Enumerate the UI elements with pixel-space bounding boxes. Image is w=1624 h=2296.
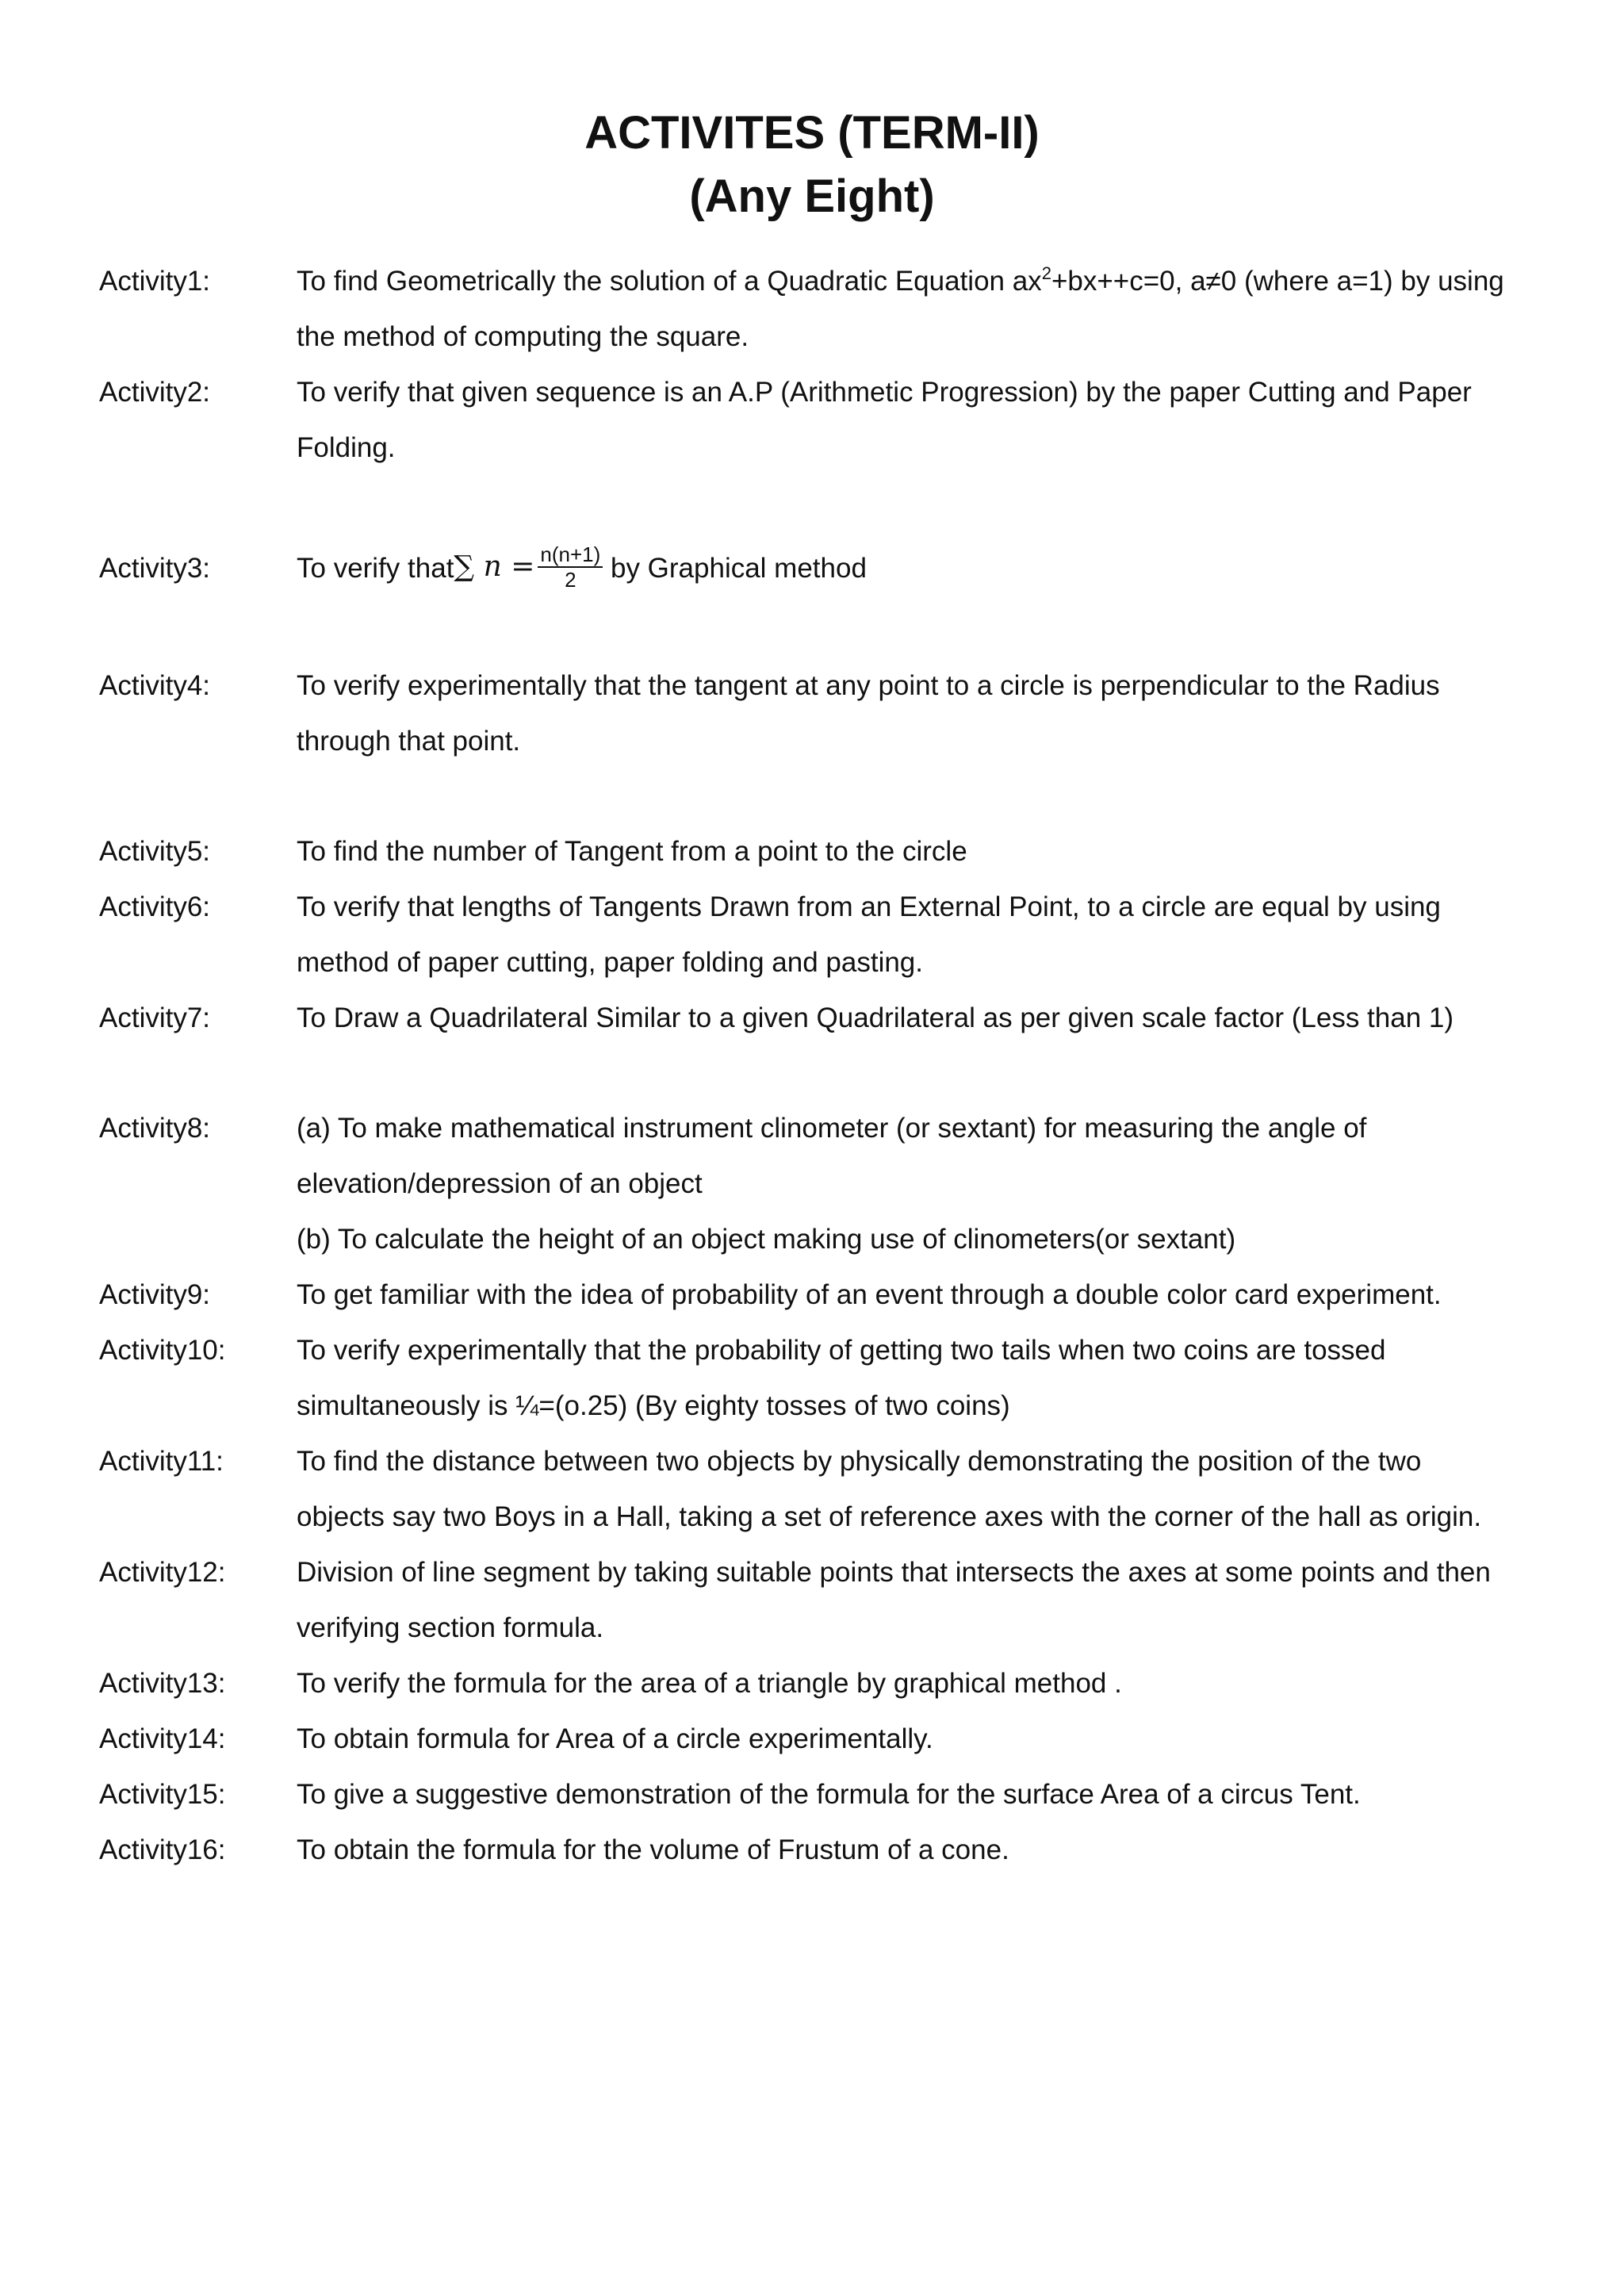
- activity-label: Activity4:: [99, 670, 211, 701]
- activity-description: [297, 1823, 1624, 1878]
- activity-line: To verify experimentally that the probability of getting two tails when two coins are tossed: [297, 1335, 1386, 1366]
- activity-label: Activity8:: [99, 1113, 211, 1144]
- activity-line: Division of line segment by taking suitable points that intersects the axes at some points and then: [297, 1557, 1491, 1588]
- activity-line: objects say two Boys in a Hall, taking a set of reference axes with the corner of the hall as origin.: [297, 1501, 1482, 1532]
- activity-description: [297, 824, 1624, 880]
- activity-text: +bx++c=0, a≠0 (where a=1) by using: [1051, 266, 1504, 297]
- activity-description: [297, 880, 1624, 991]
- activity-description: [297, 365, 1624, 476]
- activity-text: To find Geometrically the solution of a Quadratic Equation ax: [297, 266, 1042, 297]
- superscript: 2: [1041, 263, 1051, 283]
- activity-description: [297, 1711, 1624, 1767]
- activity-label: Activity14:: [99, 1723, 226, 1754]
- activity-line: (a) To make mathematical instrument clinometer (or sextant) for measuring the angle of: [297, 1113, 1367, 1144]
- activity-line: verifying section formula.: [297, 1612, 604, 1643]
- activity-line: To find the number of Tangent from a point to the circle: [297, 836, 967, 867]
- activity-description: [297, 1323, 1624, 1434]
- activity-line: Folding.: [297, 432, 396, 463]
- activity-description: [297, 658, 1624, 769]
- activity-label: Activity3:: [99, 553, 211, 584]
- activity-line: To verify that given sequence is an A.P (Arithmetic Progression) by the paper Cutting and Paper: [297, 377, 1472, 408]
- fraction-numerator: n(n+1): [538, 542, 603, 568]
- activity-label: Activity10:: [99, 1335, 226, 1366]
- activity-line: To Draw a Quadrilateral Similar to a given Quadrilateral as per given scale factor (Less than 1): [297, 1002, 1454, 1033]
- activity-line: To obtain the formula for the volume of Frustum of a cone.: [297, 1834, 1009, 1865]
- activity-line: (b) To calculate the height of an object making use of clinometers(or sextant): [297, 1224, 1236, 1255]
- activity-label: Activity6:: [99, 891, 211, 922]
- activity-line: elevation/depression of an object: [297, 1168, 703, 1199]
- activity-line: the method of computing the square.: [297, 321, 749, 352]
- activity-text: To verify that: [297, 553, 454, 584]
- activity-description: [297, 1545, 1624, 1656]
- activity-line: To give a suggestive demonstration of the formula for the surface Area of a circus Tent.: [297, 1779, 1361, 1810]
- activity-line: To verify that lengths of Tangents Drawn from an External Point, to a circle are equal by using: [297, 891, 1441, 922]
- activity-label: Activity11:: [99, 1446, 224, 1477]
- activity-label: Activity5:: [99, 836, 211, 867]
- activity-label: Activity16:: [99, 1834, 226, 1865]
- activity-line: through that point.: [297, 726, 521, 757]
- activity-label: Activity9:: [99, 1279, 211, 1310]
- activity-label: Activity1:: [99, 266, 211, 297]
- fraction: [538, 542, 603, 592]
- activity-description: [297, 541, 1624, 598]
- activity-label: Activity13:: [99, 1668, 226, 1699]
- activity-line: method of paper cutting, paper folding and pasting.: [297, 947, 923, 978]
- fraction-denominator: 2: [565, 567, 576, 592]
- activity-line: [297, 254, 1624, 309]
- activity-description: [297, 1656, 1624, 1711]
- activity-line: To find the distance between two objects by physically demonstrating the position of the two: [297, 1446, 1422, 1477]
- activity-line: To obtain formula for Area of a circle experimentally.: [297, 1723, 933, 1754]
- activity-line: To verify experimentally that the tangent at any point to a circle is perpendicular to the Radius: [297, 670, 1440, 701]
- summation-formula: ∑ n =: [454, 550, 535, 583]
- activity-description: [297, 991, 1624, 1046]
- activity-description: [297, 254, 1624, 365]
- activity-line: simultaneously is ¼=(o.25) (By eighty tosses of two coins): [297, 1390, 1010, 1421]
- page-title: ACTIVITES (TERM-II): [584, 107, 1040, 159]
- activity-line: To get familiar with the idea of probability of an event through a double color card experiment.: [297, 1279, 1442, 1310]
- activity-description: [297, 1267, 1624, 1323]
- page-subtitle: (Any Eight): [689, 171, 935, 222]
- activity-label: Activity15:: [99, 1779, 226, 1810]
- activity-description: [297, 1767, 1624, 1823]
- activity-label: Activity7:: [99, 1002, 211, 1033]
- activity-description: [297, 1434, 1624, 1545]
- activity-line: [297, 541, 1624, 598]
- activity-description: [297, 1101, 1624, 1267]
- activity-text: by Graphical method: [603, 553, 867, 584]
- activity-label: Activity2:: [99, 377, 211, 408]
- activity-label: Activity12:: [99, 1557, 226, 1588]
- activity-line: To verify the formula for the area of a triangle by graphical method .: [297, 1668, 1122, 1699]
